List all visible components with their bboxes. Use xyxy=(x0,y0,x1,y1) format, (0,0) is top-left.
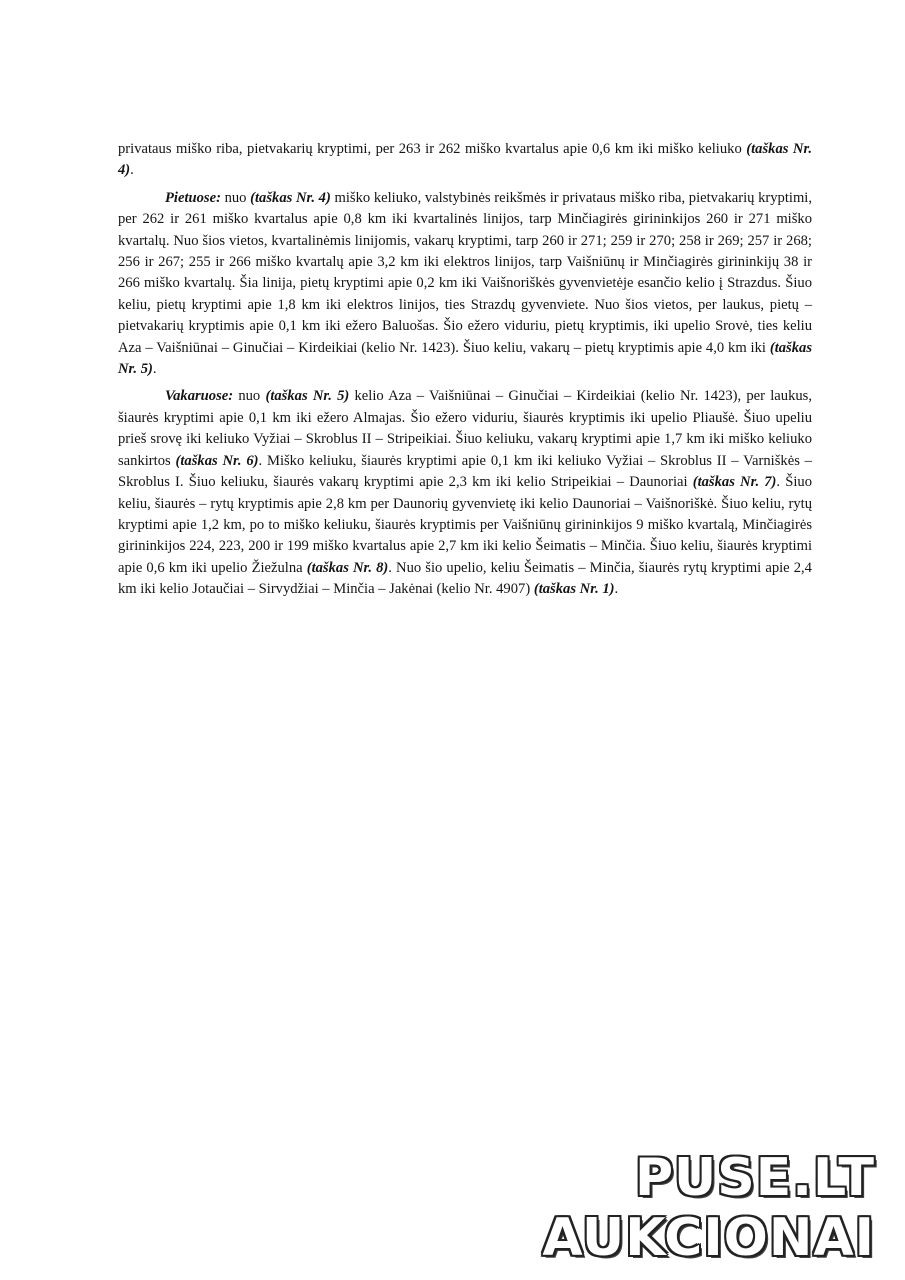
text-run: . Miško keliuku, šiaurės kryptimi apie 0,1 km iki keliuko Vyžiai – Skroblus II – Varniškės – Skroblus I. Šiuo keliuku, šiaurės vakarų kryptimi apie 2,3 km iki kelio Stripeikiai – Daunoriai xyxy=(118,452,812,491)
point-reference: (taškas Nr. 8) xyxy=(306,559,389,576)
paragraph-north-continuation xyxy=(118,139,812,182)
text-run: . Šiuo keliu, šiaurės – rytų kryptimis apie 2,8 km per Daunorių gyvenvietę iki kelio Daunoriai – Vaišnoriškė. Šiuo keliu, rytų kryptimi apie 1,2 km, po to miško keliuku, šiaurės kryptimis per Vaišniūnų girininkijos 9 miško kvartalą, Minčiagirės girininkijos 224, 223, 200 ir 199 miško kvartalus apie 2,7 km iki kelio Šeimatis – Minčia. Šiuo keliu, šiaurės kryptimi apie 0,6 km iki upelio Žiežulna xyxy=(118,474,812,576)
text-run: nuo xyxy=(233,388,266,405)
point-reference: (taškas Nr. 4) xyxy=(250,189,331,206)
paragraph-south xyxy=(118,188,812,381)
text-run: . xyxy=(152,361,157,378)
point-reference: (taškas Nr. 5) xyxy=(265,388,350,405)
text-run: . xyxy=(614,581,619,598)
text-run: . xyxy=(130,162,134,179)
watermark-line-1: PUSE.LT xyxy=(634,1148,875,1208)
point-reference: (taškas Nr. 4) xyxy=(118,141,812,179)
watermark-logo xyxy=(542,1148,875,1268)
point-reference: (taškas Nr. 5) xyxy=(118,339,812,378)
section-heading-south: Pietuose: xyxy=(165,189,221,206)
text-run: privataus miško riba, pietvakarių kryptimi, per 263 ir 262 miško kvartalus apie 0,6 km iki miško keliuko xyxy=(118,141,747,157)
point-reference: (taškas Nr. 1) xyxy=(533,581,615,598)
text-run: miško keliuko, valstybinės reikšmės ir privataus miško riba, pietvakarių kryptimi, per 262 ir 261 miško kvartalus apie 0,8 km iki kvartalinės linijos, tarp Minčiagirės girininkijos 260 ir 271 miško kvartalų. Nuo šios vietos, kvartalinėmis linijomis, vakarų kryptimi, tarp 260 ir 271; 259 ir 270; 258 ir 269; 257 ir 268; 256 ir 267; 255 ir 266 miško kvartalų apie 3,2 km iki elektros linijos, tarp Vaišniūnų ir Minčiagirės girininkijų 38 ir 266 miško kvartalų. Šia linija, pietų kryptimi apie 0,2 km iki Vaišnoriškės gyvenvietėje esančio kelio į Strazdus. Šiuo keliu, pietų kryptimi apie 1,8 km iki elektros linijos, ties Strazdų gyvenviete. Nuo šios vietos, per laukus, pietų – pietvakarių kryptimis apie 0,1 km iki ežero Baluošas. Šio ežero viduriu, pietų kryptimis, iki upelio Srovė, ties keliu Aza – Vaišniūnai – Ginučiai – Kirdeikiai (kelio Nr. 1423). Šiuo keliu, vakarų – pietų kryptimis apie 4,0 km iki xyxy=(118,189,813,356)
paragraph-west xyxy=(118,386,812,600)
text-run: nuo xyxy=(220,189,251,206)
point-reference: (taškas Nr. 6) xyxy=(175,452,259,469)
document-body xyxy=(118,139,812,607)
section-heading-west: Vakaruose: xyxy=(165,388,234,405)
text-run: . Nuo šio upelio, keliu Šeimatis – Minčia, šiaurės rytų kryptimi apie 2,4 km iki kelio Jotaučiai – Sirvydžiai – Minčia – Jakėnai (kelio Nr. 4907) xyxy=(118,559,812,598)
point-reference: (taškas Nr. 7) xyxy=(692,474,777,491)
text-run: kelio Aza – Vaišniūnai – Ginučiai – Kirdeikiai (kelio Nr. 1423), per laukus, šiaurės kryptimi apie 0,1 km iki ežero Almajas. Šio ežero viduriu, šiaurės kryptimis iki upelio Pliaušė. Šiuo upeliu prieš srovę iki keliuko Vyžiai – Skroblus II – Stripeikiai. Šiuo keliuku, vakarų kryptimi apie 1,7 km iki miško keliuko sankirtos xyxy=(118,388,812,469)
watermark-line-2: AUKCIONAI xyxy=(542,1208,875,1268)
